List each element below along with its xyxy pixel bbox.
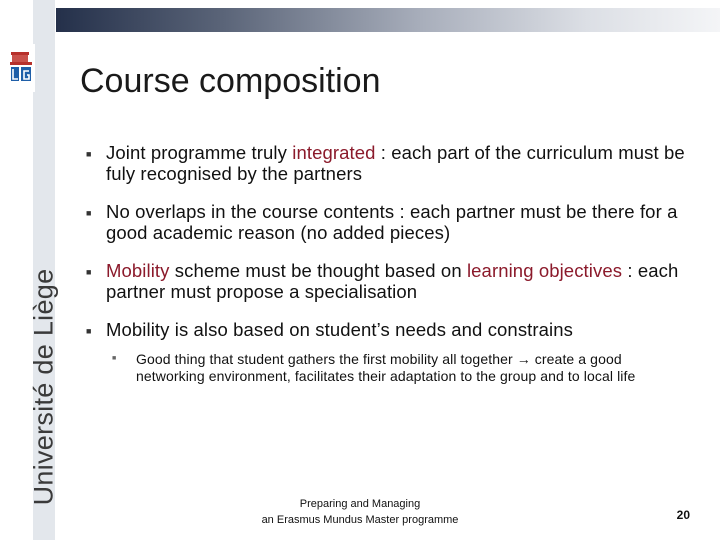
sub-bullet-icon: ■ [112, 355, 117, 362]
highlighted-term: learning objectives [466, 260, 623, 281]
bullet-text-segment: Joint programme truly [106, 142, 293, 163]
sub-list-item [112, 351, 686, 385]
university-seal-icon [7, 44, 35, 92]
footer-caption [250, 496, 470, 528]
bullet-icon: ■ [86, 267, 92, 277]
list-item [86, 319, 686, 340]
list-item [86, 142, 686, 184]
bullet-text [106, 319, 573, 340]
university-name: Université de Liège [28, 268, 59, 506]
bullet-text-segment: No overlaps in the course contents : each partner must be there for a good academic reason (no added pieces) [106, 201, 678, 243]
highlighted-term: integrated [292, 142, 376, 163]
page-number: 20 [676, 508, 690, 522]
university-logo [7, 44, 35, 92]
bullet-icon: ■ [86, 326, 92, 336]
bullet-text-segment: : each part of the curriculum must be fuly recognised by the partners [106, 142, 685, 184]
bullet-icon: ■ [86, 208, 92, 218]
bullet-text-segment: Mobility is also based on student’s needs and constrains [106, 319, 574, 340]
highlighted-term: Mobility [106, 260, 170, 281]
header-gradient-bar [56, 8, 720, 32]
sub-bullet-text: Good thing that student gathers the first mobility all together → create a good networking environment, facilitates their adaptation to the group and to local life [136, 351, 636, 384]
list-item [86, 260, 686, 302]
bullet-text [106, 260, 686, 302]
bullet-list [86, 142, 686, 385]
slide-title: Course composition [80, 62, 381, 100]
list-item [86, 201, 686, 243]
bullet-text-segment: scheme must be thought based on [169, 260, 467, 281]
bullet-text-segment: : each partner must propose a specialisation [106, 260, 679, 302]
bullet-icon: ■ [86, 149, 92, 159]
bullet-text [106, 142, 686, 184]
bullet-text [106, 201, 686, 243]
footer-line-2: an Erasmus Mundus Master programme [261, 514, 459, 526]
footer-line-1: Preparing and Managing [299, 498, 421, 510]
